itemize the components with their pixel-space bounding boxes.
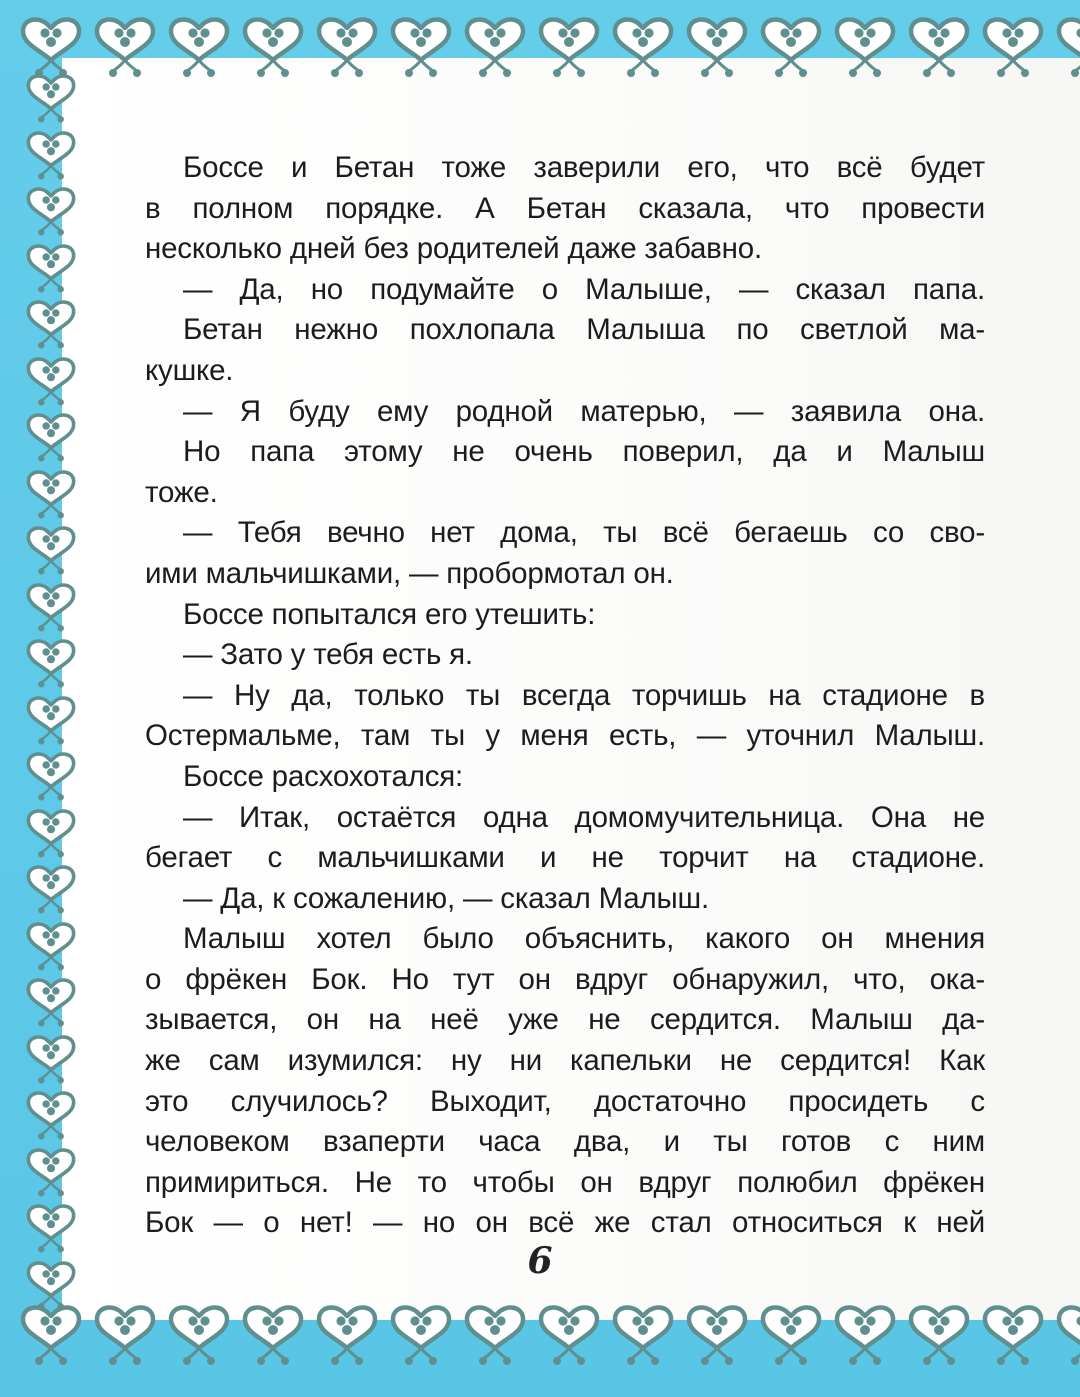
heart-ornament-icon: [976, 1300, 1050, 1370]
heart-ornament-icon: [16, 183, 86, 240]
body-text: [145, 148, 985, 1244]
text-line: о фрёкен Бок. Но тут он вдруг обнаружил, что, ока-: [145, 962, 985, 996]
heart-ornament-icon: [532, 1300, 606, 1370]
heart-ornament-icon: [606, 1300, 680, 1370]
heart-ornament-icon: [16, 635, 86, 692]
text-line: несколько дней без родителей даже забавно.: [145, 232, 762, 266]
heart-ornament-icon: [16, 240, 86, 297]
ornament-border-top: [14, 12, 1080, 82]
text-line: Бок — о нет! — но он всё же стал относиться к ней: [145, 1206, 985, 1240]
heart-ornament-icon: [16, 353, 86, 410]
text-line: тоже.: [145, 475, 218, 509]
ornament-border-bottom: [14, 1300, 1080, 1370]
text-line: же сам изумился: ну ни капельки не сердится! Как: [145, 1044, 985, 1078]
heart-ornament-icon: [16, 748, 86, 805]
text-line: Боссе попытался его утешить:: [183, 597, 596, 631]
text-line: кушке.: [145, 353, 234, 387]
heart-ornament-icon: [384, 12, 458, 82]
heart-ornament-icon: [532, 12, 606, 82]
text-line: Бетан нежно похлопала Малыша по светлой ма-: [183, 313, 985, 347]
heart-ornament-icon: [458, 1300, 532, 1370]
heart-ornament-icon: [976, 12, 1050, 82]
heart-ornament-icon: [310, 1300, 384, 1370]
heart-ornament-icon: [236, 1300, 310, 1370]
text-line: — Зато у тебя есть я.: [183, 638, 473, 672]
text-line: — Итак, остаётся одна домомучительница. Она не: [183, 800, 985, 834]
text-line: — Да, к сожалению, — сказал Малыш.: [183, 881, 709, 915]
heart-ornament-icon: [88, 1300, 162, 1370]
text-line: человеком взаперти часа два, и ты готов с ним: [145, 1125, 985, 1159]
heart-ornament-icon: [16, 579, 86, 636]
heart-ornament-icon: [902, 12, 976, 82]
text-line: — Я буду ему родной матерью, — заявила она.: [183, 394, 985, 428]
heart-ornament-icon: [16, 1087, 86, 1144]
heart-ornament-icon: [16, 466, 86, 523]
heart-ornament-icon: [1050, 12, 1080, 82]
heart-ornament-icon: [14, 1300, 88, 1370]
heart-ornament-icon: [16, 1144, 86, 1201]
text-line: — Тебя вечно нет дома, ты всё бегаешь со сво-: [183, 516, 985, 550]
text-line: это случилось? Выходит, достаточно просидеть с: [145, 1084, 985, 1118]
heart-ornament-icon: [16, 296, 86, 353]
heart-ornament-icon: [828, 12, 902, 82]
heart-ornament-icon: [384, 1300, 458, 1370]
text-line: в полном порядке. А Бетан сказала, что провести: [145, 191, 985, 225]
text-line: бегает с мальчишками и не торчит на стадионе.: [145, 841, 985, 875]
text-line: Боссе и Бетан тоже заверили его, что всё будет: [183, 151, 985, 184]
text-line: Боссе расхохотался:: [183, 759, 464, 793]
heart-ornament-icon: [16, 918, 86, 975]
heart-ornament-icon: [16, 127, 86, 184]
page-number: 6: [527, 1240, 553, 1282]
heart-ornament-icon: [458, 12, 532, 82]
text-line: Остермальме, там ты у меня есть, — уточнил Малыш.: [145, 719, 985, 753]
heart-ornament-icon: [88, 12, 162, 82]
text-line: примириться. Не то чтобы он вдруг полюбил фрёкен: [145, 1165, 985, 1199]
ornament-border-left: [16, 70, 86, 1313]
heart-ornament-icon: [16, 805, 86, 862]
heart-ornament-icon: [828, 1300, 902, 1370]
heart-ornament-icon: [680, 12, 754, 82]
heart-ornament-icon: [16, 692, 86, 749]
heart-ornament-icon: [16, 70, 86, 127]
heart-ornament-icon: [162, 12, 236, 82]
heart-ornament-icon: [16, 1031, 86, 1088]
heart-ornament-icon: [16, 974, 86, 1031]
heart-ornament-icon: [754, 1300, 828, 1370]
heart-ornament-icon: [680, 1300, 754, 1370]
text-line: ими мальчишками, — пробормотал он.: [145, 556, 674, 590]
heart-ornament-icon: [754, 12, 828, 82]
text-line: — Да, но подумайте о Малыше, — сказал папа.: [183, 272, 985, 306]
text-line: зывается, он на неё уже не сердится. Малыш да-: [145, 1003, 985, 1037]
heart-ornament-icon: [1050, 1300, 1080, 1370]
heart-ornament-icon: [606, 12, 680, 82]
text-line: Малыш хотел было объяснить, какого он мнения: [183, 922, 985, 956]
heart-ornament-icon: [16, 409, 86, 466]
heart-ornament-icon: [16, 861, 86, 918]
text-line: Но папа этому не очень поверил, да и Малыш: [183, 435, 985, 469]
heart-ornament-icon: [310, 12, 384, 82]
heart-ornament-icon: [162, 1300, 236, 1370]
heart-ornament-icon: [16, 522, 86, 579]
heart-ornament-icon: [236, 12, 310, 82]
text-line: — Ну да, только ты всегда торчишь на стадионе в: [183, 678, 985, 712]
heart-ornament-icon: [902, 1300, 976, 1370]
